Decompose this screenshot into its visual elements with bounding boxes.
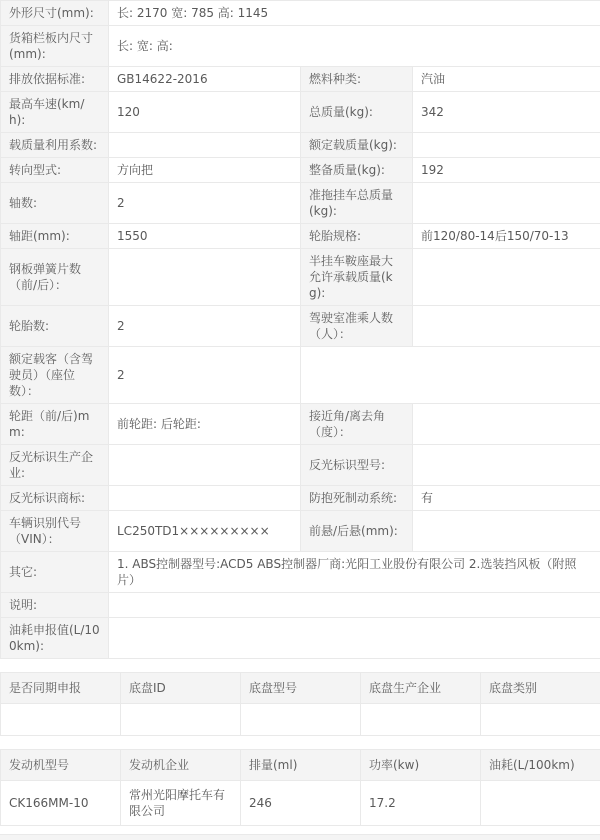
spec-value bbox=[109, 593, 600, 618]
spec-value: 2 bbox=[109, 306, 301, 347]
spacer bbox=[0, 659, 600, 672]
spec-value: 2 bbox=[109, 183, 301, 224]
spec-label: 其它: bbox=[1, 552, 109, 593]
spec-label: 整备质量(kg): bbox=[301, 158, 413, 183]
spec-label: 额定载质量(kg): bbox=[301, 133, 413, 158]
engine-cell: 246 bbox=[241, 781, 361, 826]
spec-value: 342 bbox=[413, 92, 600, 133]
chassis-column-header: 底盘ID bbox=[121, 673, 241, 704]
spec-label: 反光标识商标: bbox=[1, 486, 109, 511]
spec-label: 轮胎数: bbox=[1, 306, 109, 347]
spec-row bbox=[1, 158, 600, 183]
spec-row bbox=[1, 486, 600, 511]
spec-row bbox=[1, 92, 600, 133]
spec-value: 汽油 bbox=[413, 67, 600, 92]
spec-label: 外形尺寸(mm): bbox=[1, 1, 109, 26]
spec-row bbox=[1, 511, 600, 552]
spec-row bbox=[1, 26, 600, 67]
spec-value: 前轮距: 后轮距: bbox=[109, 404, 301, 445]
spec-value: GB14622-2016 bbox=[109, 67, 301, 92]
engine-data-row bbox=[1, 781, 600, 826]
spec-value: 192 bbox=[413, 158, 600, 183]
spec-value bbox=[109, 445, 301, 486]
spec-label: 油耗申报值(L/100km): bbox=[1, 618, 109, 659]
spec-value: 方向把 bbox=[109, 158, 301, 183]
spec-label: 总质量(kg): bbox=[301, 92, 413, 133]
spec-label: 排放依据标准: bbox=[1, 67, 109, 92]
chassis-cell bbox=[241, 704, 361, 736]
engine-cell: 常州光阳摩托车有限公司 bbox=[121, 781, 241, 826]
engine-table bbox=[0, 749, 600, 826]
spec-value bbox=[413, 306, 600, 347]
engine-column-header: 排量(ml) bbox=[241, 750, 361, 781]
spec-value: 有 bbox=[413, 486, 600, 511]
chassis-data-row bbox=[1, 704, 600, 736]
chassis-column-header: 底盘型号 bbox=[241, 673, 361, 704]
spec-row bbox=[1, 593, 600, 618]
spec-value: 前120/80-14后150/70-13 bbox=[413, 224, 600, 249]
engine-column-header: 发动机企业 bbox=[121, 750, 241, 781]
spec-value bbox=[109, 133, 301, 158]
spec-row bbox=[1, 183, 600, 224]
spec-label: 车辆识别代号（VIN）： bbox=[1, 511, 109, 552]
spec-value bbox=[413, 404, 600, 445]
spec-value bbox=[413, 133, 600, 158]
spec-label: 轴数: bbox=[1, 183, 109, 224]
spec-value bbox=[413, 183, 600, 224]
spec-label: 货箱栏板内尺寸(mm): bbox=[1, 26, 109, 67]
spec-value: LC250TD1××××××××× bbox=[109, 511, 301, 552]
spec-value: 长: 宽: 高: bbox=[109, 26, 600, 67]
spec-label: 载质量利用系数: bbox=[1, 133, 109, 158]
chassis-table bbox=[0, 672, 600, 736]
spec-row bbox=[1, 618, 600, 659]
spec-label: 准拖挂车总质量(kg): bbox=[301, 183, 413, 224]
engine-column-header: 功率(kw) bbox=[361, 750, 481, 781]
engine-column-header: 发动机型号 bbox=[1, 750, 121, 781]
engine-column-header: 油耗(L/100km) bbox=[481, 750, 600, 781]
spec-row bbox=[1, 249, 600, 306]
spec-label: 轮胎规格: bbox=[301, 224, 413, 249]
spacer bbox=[0, 826, 600, 834]
spec-label: 轮距（前/后)mm: bbox=[1, 404, 109, 445]
spec-value bbox=[109, 249, 301, 306]
spec-value: 2 bbox=[109, 347, 301, 404]
spec-row bbox=[1, 445, 600, 486]
chassis-cell bbox=[121, 704, 241, 736]
spacer bbox=[0, 736, 600, 749]
spec-label: 钢板弹簧片数（前/后）： bbox=[1, 249, 109, 306]
chassis-cell bbox=[481, 704, 600, 736]
next-table-header-cutoff bbox=[0, 834, 600, 840]
engine-cell: CK166MM-10 bbox=[1, 781, 121, 826]
chassis-cell bbox=[1, 704, 121, 736]
engine-header-row bbox=[1, 750, 600, 781]
engine-cell bbox=[481, 781, 600, 826]
spec-value bbox=[109, 486, 301, 511]
spec-label: 最高车速(km/h): bbox=[1, 92, 109, 133]
spec-label: 反光标识型号: bbox=[301, 445, 413, 486]
spec-label: 反光标识生产企业: bbox=[1, 445, 109, 486]
spec-value: 1550 bbox=[109, 224, 301, 249]
spec-value bbox=[413, 511, 600, 552]
spec-value bbox=[413, 249, 600, 306]
spec-value: 120 bbox=[109, 92, 301, 133]
spec-row bbox=[1, 347, 600, 404]
spec-label: 燃料种类: bbox=[301, 67, 413, 92]
chassis-cell bbox=[361, 704, 481, 736]
spec-value: 长: 2170 宽: 785 高: 1145 bbox=[109, 1, 600, 26]
spec-row bbox=[1, 552, 600, 593]
spec-row bbox=[1, 133, 600, 158]
chassis-column-header: 是否同期申报 bbox=[1, 673, 121, 704]
spec-blank-area bbox=[301, 347, 600, 404]
spec-label: 前悬/后悬(mm): bbox=[301, 511, 413, 552]
spec-label: 驾驶室准乘人数（人）： bbox=[301, 306, 413, 347]
engine-cell: 17.2 bbox=[361, 781, 481, 826]
spec-label: 防抱死制动系统: bbox=[301, 486, 413, 511]
spec-row bbox=[1, 224, 600, 249]
spec-label: 说明: bbox=[1, 593, 109, 618]
spec-label: 接近角/离去角（度）： bbox=[301, 404, 413, 445]
spec-label: 转向型式: bbox=[1, 158, 109, 183]
spec-row bbox=[1, 1, 600, 26]
chassis-column-header: 底盘类别 bbox=[481, 673, 600, 704]
spec-row bbox=[1, 67, 600, 92]
spec-value: 1. ABS控制器型号:ACD5 ABS控制器厂商:光阳工业股份有限公司 2.选装挡风板（附照片） bbox=[109, 552, 600, 593]
chassis-column-header: 底盘生产企业 bbox=[361, 673, 481, 704]
spec-value bbox=[109, 618, 600, 659]
chassis-header-row bbox=[1, 673, 600, 704]
spec-row bbox=[1, 404, 600, 445]
spec-label: 额定载客（含驾驶员）（座位数）： bbox=[1, 347, 109, 404]
spec-label: 轴距(mm): bbox=[1, 224, 109, 249]
spec-row bbox=[1, 306, 600, 347]
spec-label: 半挂车鞍座最大允许承载质量(kg): bbox=[301, 249, 413, 306]
spec-value bbox=[413, 445, 600, 486]
